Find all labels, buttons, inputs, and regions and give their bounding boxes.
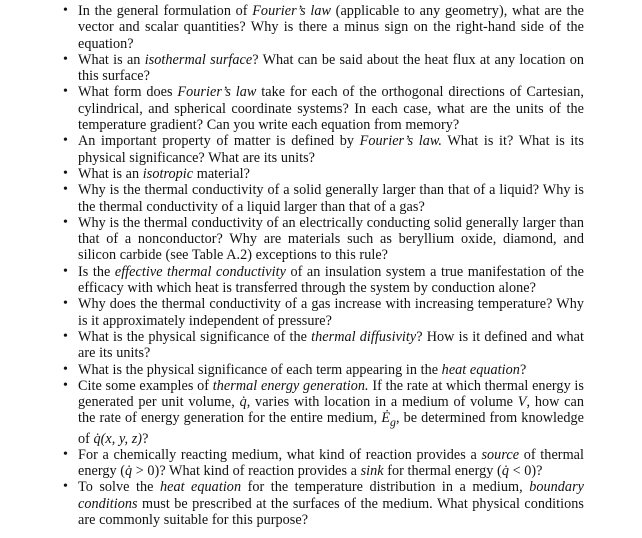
question-emphasis: thermal diffusivity xyxy=(311,328,417,345)
question-text: If the rate at which thermal energy is generated per unit volume, xyxy=(78,377,584,411)
question-emphasis: source xyxy=(481,446,520,463)
bullet-icon: • xyxy=(63,3,68,18)
question-item xyxy=(63,214,584,264)
question-item xyxy=(63,133,584,166)
question-text: for the temperature distribution in a medium, xyxy=(241,479,530,496)
question-text: must be prescribed at the surfaces of the medium. What physical conditions are commonly suitable for this purpose? xyxy=(78,495,584,529)
question-text: What is an xyxy=(78,165,143,182)
question-item xyxy=(63,3,584,52)
question-emphasis: sink xyxy=(360,463,384,480)
bullet-icon: • xyxy=(63,377,68,393)
question-emphasis: isotropic xyxy=(142,165,194,182)
question-item xyxy=(63,328,585,362)
question-emphasis: Fourier’s law xyxy=(177,84,257,101)
question-text: material? xyxy=(193,165,250,182)
question-text: ? xyxy=(142,430,149,447)
question-text: What is the physical significance of the xyxy=(78,328,312,345)
question-text: take for each of the orthogonal directions of Cartesian, cylindrical, and spherical coordinate systems? In each case, what are the units of the temperature gradient? Can you write each equation from memory? xyxy=(78,84,585,134)
question-text: An important property of matter is defined by xyxy=(78,133,360,150)
question-item xyxy=(63,446,584,480)
question-text: > 0)? What kind of reaction provides a xyxy=(132,463,361,480)
question-item xyxy=(63,361,584,378)
bullet-icon: • xyxy=(63,133,68,149)
question-item xyxy=(63,479,584,529)
question-subscript: g xyxy=(390,415,396,430)
question-emphasis: boundary conditions xyxy=(78,479,584,512)
question-text: In the general formulation of xyxy=(78,3,253,19)
bullet-icon: • xyxy=(63,446,68,462)
question-item xyxy=(63,377,584,447)
question-emphasis: q̇ xyxy=(239,394,247,411)
bullet-icon: • xyxy=(63,84,68,100)
question-text: For a chemically reacting medium, what kind of reaction provides a xyxy=(78,446,482,463)
question-text: , varies with location in a medium of volume xyxy=(246,394,518,411)
question-text: What form does xyxy=(78,84,178,101)
question-emphasis: thermal energy generation. xyxy=(212,377,369,394)
question-emphasis: q̇ xyxy=(125,463,133,480)
question-text: Is the xyxy=(78,263,115,280)
question-emphasis: heat equation xyxy=(159,479,242,496)
question-emphasis: V xyxy=(517,394,527,411)
question-text: < 0)? xyxy=(508,463,543,480)
bullet-icon: • xyxy=(63,214,68,230)
question-emphasis: effective thermal conductivity xyxy=(114,263,286,280)
question-emphasis: Fourier’s law. xyxy=(359,133,442,150)
question-text: , be determined from knowledge of xyxy=(78,410,584,447)
question-text: Cite some examples of xyxy=(78,377,213,394)
question-item xyxy=(63,263,585,297)
bullet-icon: • xyxy=(63,361,68,377)
bullet-icon: • xyxy=(63,263,68,279)
question-emphasis: q̇(x, y, z) xyxy=(93,430,143,447)
review-questions-page xyxy=(0,3,642,528)
bullet-icon: • xyxy=(63,51,68,67)
bullet-icon: • xyxy=(63,296,68,312)
question-text: (applicable to any geometry), what are the vector and scalar quantities? Why is there a minus sign on the right-hand side of the equation? xyxy=(78,3,584,52)
question-text: What is the physical significance of each term appearing in the xyxy=(78,361,442,378)
bullet-icon: • xyxy=(63,182,68,198)
question-item xyxy=(63,51,584,85)
question-text: ? How is it defined and what are its units? xyxy=(78,328,585,362)
question-text: To solve the xyxy=(78,479,160,496)
question-text: , how can the rate of energy generation for the entire medium, xyxy=(78,394,584,427)
question-text: Why is the thermal conductivity of an electrically conducting solid generally larger than that of a nonconductor? Why are materials such as beryllium oxide, diamond, and silicon carbide (see Table A.2) exceptions to this rule? xyxy=(78,214,584,264)
question-text: Why does the thermal conductivity of a gas increase with increasing temperature? Why is it approximately independent of pressure? xyxy=(78,296,584,329)
question-text: of an insulation system a true manifestation of the efficacy with which heat is transferred through the system by conduction alone? xyxy=(78,263,585,297)
question-emphasis: Ė xyxy=(381,410,391,427)
question-emphasis: Fourier’s law xyxy=(252,3,332,19)
bullet-icon: • xyxy=(63,479,68,495)
question-text: What is it? What is its physical significance? What are its units? xyxy=(78,133,584,166)
question-text: What is an xyxy=(78,51,145,68)
question-text: for thermal energy ( xyxy=(383,463,502,480)
question-text: ? xyxy=(519,361,527,378)
question-item xyxy=(63,165,584,182)
review-questions-list xyxy=(0,3,584,528)
question-emphasis: heat equation xyxy=(441,361,520,378)
question-item xyxy=(63,296,584,329)
bullet-icon: • xyxy=(63,328,68,344)
question-item xyxy=(63,84,585,134)
question-emphasis: isothermal surface xyxy=(144,51,253,68)
question-text: ? What can be said about the heat flux at any location on this surface? xyxy=(78,51,584,85)
question-text: Why is the thermal conductivity of a solid generally larger than that of a liquid? Why is the thermal conductivity of a liquid larger than that of a gas? xyxy=(78,182,584,215)
bullet-icon: • xyxy=(63,165,68,181)
question-text: of thermal energy ( xyxy=(78,446,584,480)
question-item xyxy=(63,182,584,215)
question-emphasis: q̇ xyxy=(501,463,509,480)
